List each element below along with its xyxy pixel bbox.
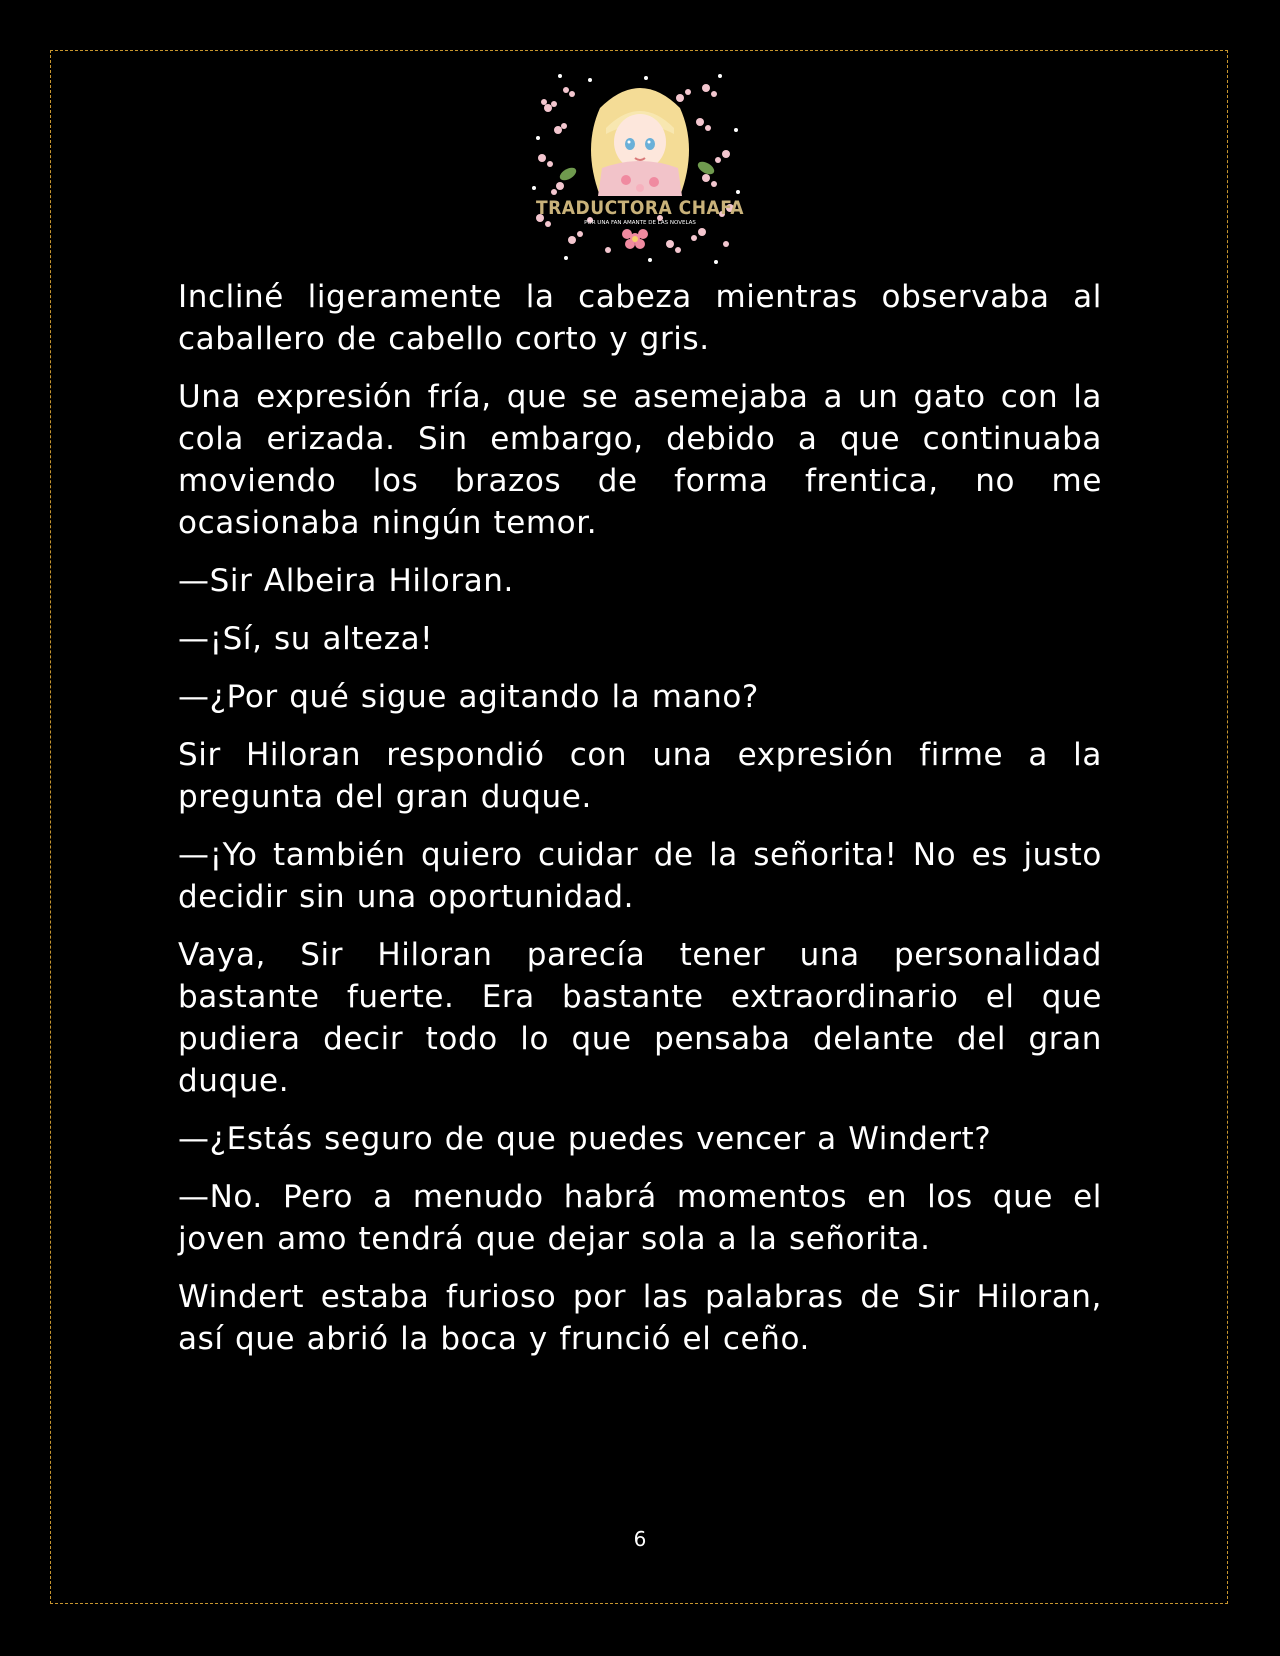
dialogue-line: —Sir Albeira Hiloran. xyxy=(178,563,515,599)
logo-subtitle: POR UNA FAN AMANTE DE LAS NOVELAS xyxy=(584,220,696,226)
dialogue-line: —¿Por qué sigue agitando la mano? xyxy=(178,679,759,715)
document-body xyxy=(178,276,1102,1376)
page-number: 6 xyxy=(633,1527,647,1551)
paragraph: Vaya, Sir Hiloran parecía tener una personalidad bastante fuerte. Era bastante extraordinario el que pudiera decir todo lo que pensaba delante del gran duque. xyxy=(178,937,1102,1099)
paragraph: Sir Hiloran respondió con una expresión firme a la pregunta del gran duque. xyxy=(178,737,1102,815)
character-illustration-icon xyxy=(591,88,689,196)
paragraph: Windert estaba furioso por las palabras de Sir Hiloran, así que abrió la boca y frunció el ceño. xyxy=(178,1279,1102,1357)
paragraph: Incliné ligeramente la cabeza mientras observaba al caballero de cabello corto y gris. xyxy=(178,279,1102,357)
logo-title: TRADUCTORA CHAFA xyxy=(535,197,745,219)
translator-logo xyxy=(530,68,750,268)
paragraph: Una expresión fría, que se asemejaba a un gato con la cola erizada. Sin embargo, debido a que continuaba moviendo los brazos de forma frentica, no me ocasionaba ningún temor. xyxy=(178,379,1102,541)
dialogue-line: —No. Pero a menudo habrá momentos en los que el joven amo tendrá que dejar sola a la señorita. xyxy=(178,1179,1102,1257)
dialogue-line: —¿Estás seguro de que puedes vencer a Windert? xyxy=(178,1121,992,1157)
dialogue-line: —¡Yo también quiero cuidar de la señorita! No es justo decidir sin una oportunidad. xyxy=(178,837,1102,915)
dialogue-line: —¡Sí, su alteza! xyxy=(178,621,434,657)
